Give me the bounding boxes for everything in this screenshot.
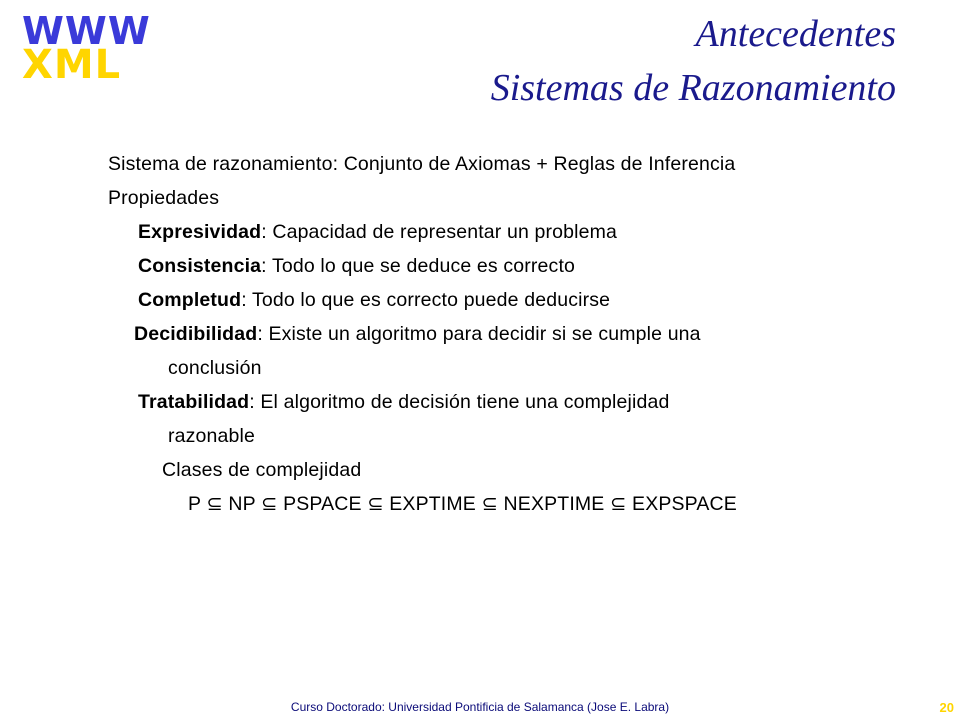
logo-xml-text: XML (22, 42, 122, 88)
complexity-classes-heading: Clases de complejidad (162, 459, 362, 481)
property-description: : Capacidad de representar un problema (261, 221, 618, 243)
property-term: Consistencia (138, 255, 262, 277)
complexity-hierarchy: P ⊆ NP ⊆ PSPACE ⊆ EXPTIME ⊆ NEXPTIME ⊆ EXPSPACE (188, 493, 737, 515)
slide-title: Antecedentes (695, 13, 896, 55)
property-term: Tratabilidad (138, 391, 250, 413)
footer-text: Curso Doctorado: Universidad Pontificia de Salamanca (Jose E. Labra) (290, 700, 670, 714)
property-term: Completud (138, 289, 242, 311)
properties-heading: Propiedades (108, 187, 220, 209)
property-description: : Todo lo que se deduce es correcto (261, 255, 576, 277)
property-decidibilidad (134, 322, 701, 346)
logo-www-text: WWW (22, 9, 151, 53)
property-term: Decidibilidad (134, 323, 258, 345)
property-description: : Existe un algoritmo para decidir si se cumple una (257, 323, 701, 345)
property-decidibilidad-continuation: conclusión (168, 357, 262, 379)
property-expresividad (138, 220, 617, 244)
definition-line: Sistema de razonamiento: Conjunto de Axiomas + Reglas de Inferencia (108, 153, 736, 175)
www-xml-logo (22, 9, 151, 88)
property-term: Expresividad (138, 221, 262, 243)
property-completud (138, 288, 610, 312)
property-description: : Todo lo que es correcto puede deducirse (241, 289, 611, 311)
property-consistencia (138, 254, 575, 278)
property-description: : El algoritmo de decisión tiene una complejidad (249, 391, 670, 413)
property-tratabilidad-continuation: razonable (168, 425, 255, 447)
property-tratabilidad (138, 390, 669, 414)
page-number: 20 (939, 700, 954, 715)
slide-subtitle: Sistemas de Razonamiento (490, 67, 896, 109)
